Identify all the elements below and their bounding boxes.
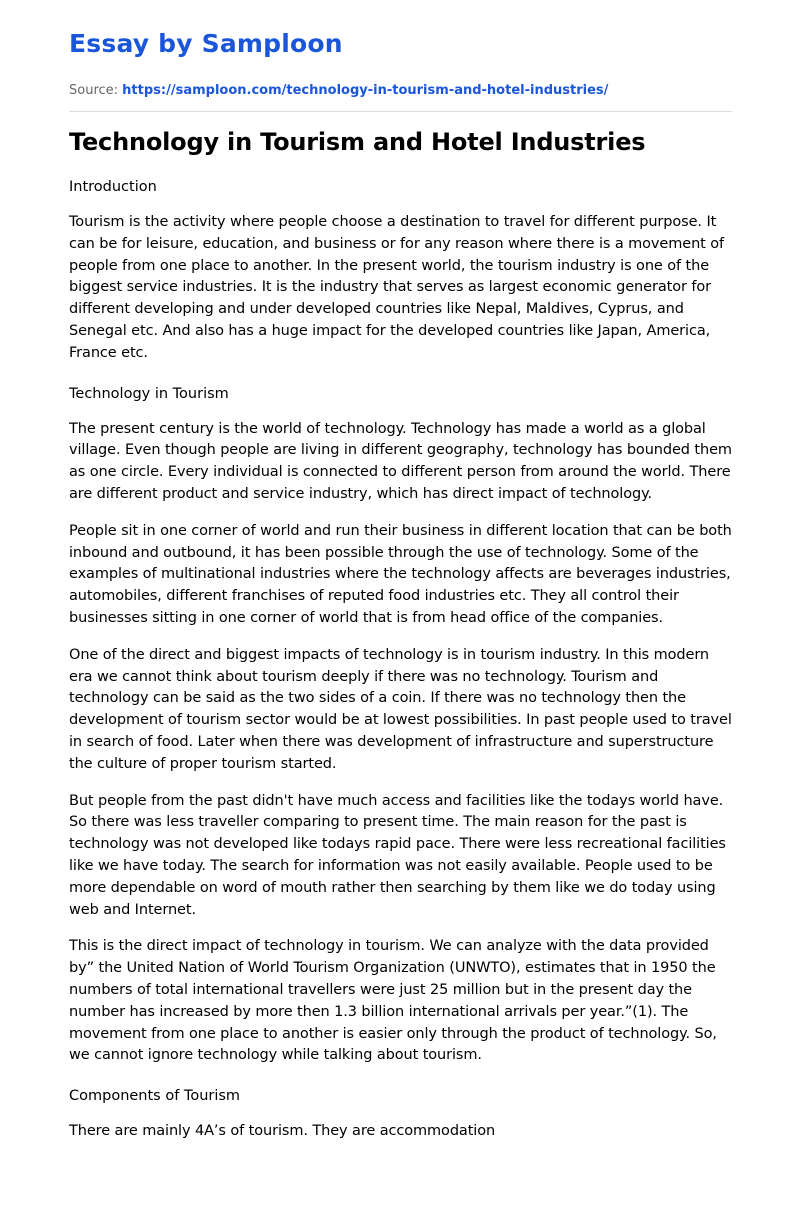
paragraph: But people from the past didn't have much access and facilities like the todays world have. So there was less traveller comparing to present time. The main reason for the past is technology was not developed like todays rapid pace. There were less recreational facilities like we have today. The search for information was not easily available. People used to be more dependable on word of mouth rather then searching by them like we do today using web and Internet. bbox=[69, 792, 726, 918]
paragraph: Tourism is the activity where people choose a destination to travel for different purpose. It can be for leisure, education, and business or for any reason where there is a movement of people from one place to another. In the present world, the tourism industry is one of the biggest service industries. It is the industry that serves as largest economic generator for different developing and under developed countries like Nepal, Maldives, Cyprus, and Senegal etc. And also has a huge impact for the developed countries like Japan, America, France etc. bbox=[69, 214, 725, 361]
essay-page bbox=[69, 0, 732, 1143]
paragraph: People sit in one corner of world and run their business in different location that can be both inbound and outbound, it has been possible through the use of technology. Some of the examples of multinational industries where the technology affects are beverages industries, automobiles, different franchises of reputed food industries etc. They all control their businesses sitting in one corner of world that is from head office of the companies. bbox=[69, 522, 732, 626]
essay-body bbox=[69, 177, 732, 1143]
section-heading: Introduction bbox=[69, 179, 157, 195]
source-link[interactable]: https://samploon.com/technology-in-tourism-and-hotel-industries/ bbox=[122, 83, 609, 98]
source-line bbox=[69, 82, 732, 100]
section-heading: Technology in Tourism bbox=[69, 385, 229, 402]
paragraph: The present century is the world of technology. Technology has made a world as a global village. Even though people are living in different geography, technology has bounded them as one circle. Every individual is connected to different person from around the world. There are different product and service industry, which has direct impact of technology. bbox=[69, 420, 732, 502]
paragraph: This is the direct impact of technology in tourism. We can analyze with the data provided by” the United Nation of World Tourism Organization (UNWTO), estimates that in 1950 the numbers of total international travellers were just 25 million but in the present day the number has increased by more then 1.3 billion international arrivals per year.”(1). The movement from one place to another is easier only through the product of technology. So, we cannot ignore technology while talking about tourism. bbox=[69, 938, 717, 1064]
section-heading: Components of Tourism bbox=[69, 1088, 241, 1105]
source-label: Source: bbox=[69, 83, 119, 98]
paragraph: One of the direct and biggest impacts of technology is in tourism industry. In this modern era we cannot think about tourism deeply if there was no technology. Tourism and technology can be said as the two sides of a coin. If there was no technology then the development of tourism sector would be at lowest possibilities. In past people used to travel in search of food. Later when there was development of infrastructure and superstructure the culture of proper tourism started. bbox=[69, 646, 732, 772]
header-divider bbox=[69, 111, 732, 112]
site-brand[interactable]: Essay by Samploon bbox=[69, 29, 343, 58]
essay-title: Technology in Tourism and Hotel Industries bbox=[69, 128, 646, 156]
paragraph: There are mainly 4A’s of tourism. They are accommodation bbox=[69, 1123, 496, 1140]
